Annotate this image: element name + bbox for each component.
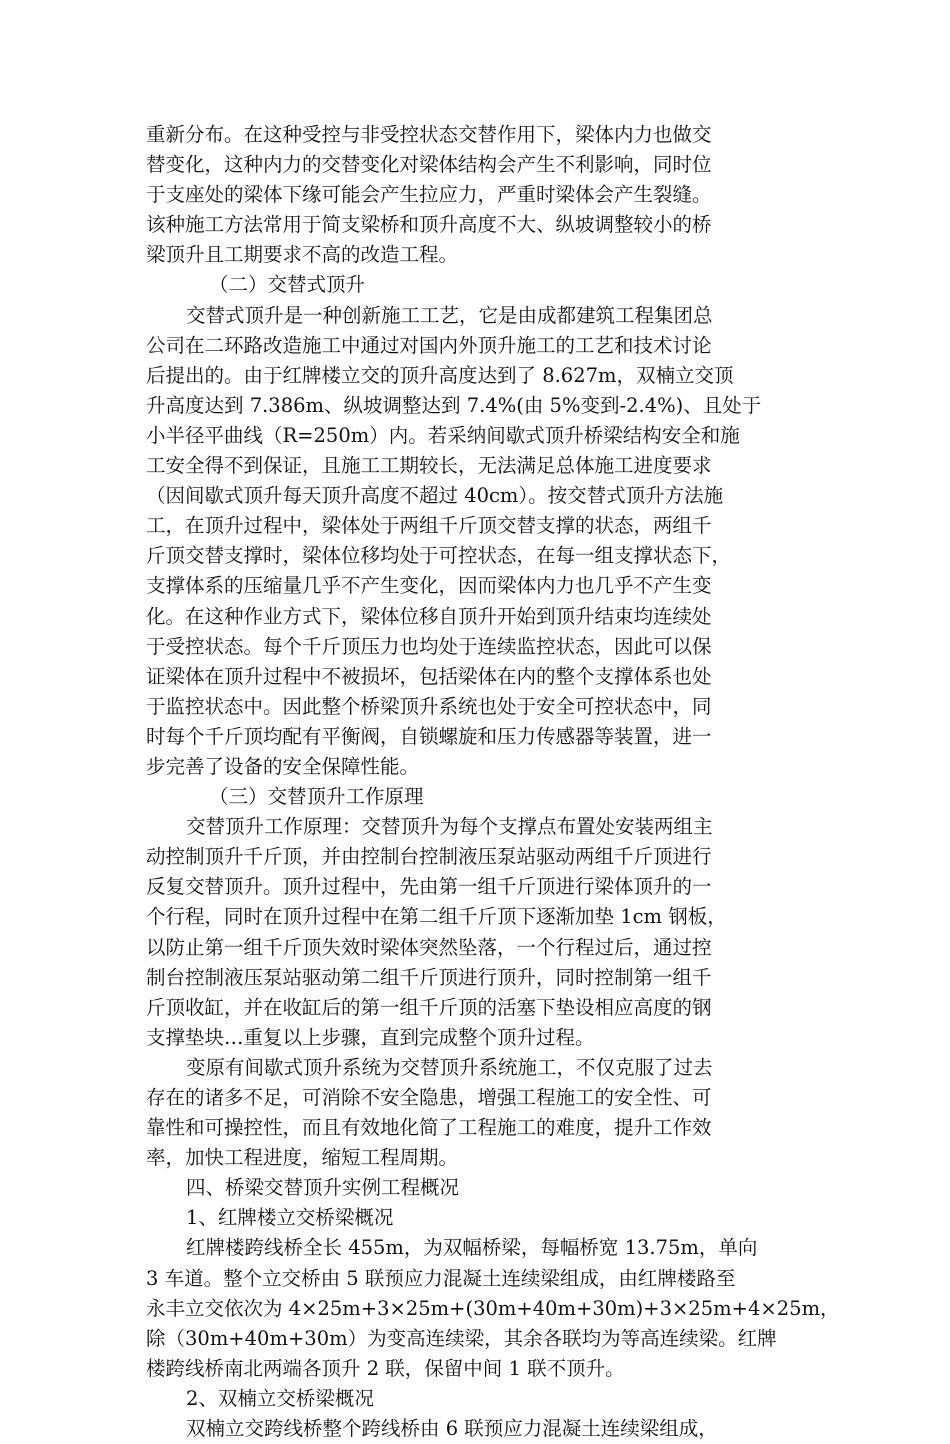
text-line: 靠性和可操控性，而且有效地化简了工程施工的难度，提升工作效	[146, 1116, 712, 1140]
text-line: 升高度达到 7.386m、纵坡调整达到 7.4%(由 5%变到-2.4%)、且处于	[146, 393, 762, 417]
text-line: 梁顶升且工期要求不高的改造工程。	[146, 243, 459, 267]
text-line: 于受控状态。每个千斤顶压力也均处于连续监控状态，因此可以保	[146, 634, 712, 658]
text-line: 重新分布。在这种受控与非受控状态交替作用下，梁体内力也做交	[146, 123, 712, 146]
text-line: 3 车道。整个立交桥由 5 联预应力混凝土连续梁组成，由红牌楼路至	[146, 1266, 736, 1290]
text-line: 证梁体在顶升过程中不被损坏，包括梁体在内的整个支撑体系也处	[146, 664, 712, 688]
text-line: 个行程，同时在顶升过程中在第二组千斤顶下逐渐加垫 1cm 钢板，	[146, 905, 727, 929]
text-line: 楼跨线桥南北两端各顶升 2 联，保留中间 1 联不顶升。	[146, 1356, 625, 1380]
text-line: 化。在这种作业方式下，梁体位移自顶升开始到顶升结束均连续处	[146, 604, 712, 628]
text-line: 以防止第一组千斤顶失效时梁体突然坠落，一个行程过后，通过控	[146, 935, 712, 959]
text-line: 时每个千斤顶均配有平衡阀，自锁螺旋和压力传感器等装置，进一	[146, 724, 712, 748]
text-line: 交替顶升工作原理：交替顶升为每个支撑点布置处安装两组主	[186, 815, 713, 839]
text-line: 小半径平曲线（R=250m）内。若采纳间歇式顶升桥梁结构安全和施	[146, 423, 740, 447]
text-line: 替变化，这种内力的交替变化对梁体结构会产生不利影响，同时位	[146, 153, 712, 177]
text-line: 红牌楼跨线桥全长 455m，为双幅桥梁，每幅桥宽 13.75m，单向	[186, 1236, 758, 1260]
text-line: 四、桥梁交替顶升实例工程概况	[186, 1176, 460, 1200]
text-line: 反复交替顶升。顶升过程中，先由第一组千斤顶进行梁体顶升的一	[146, 875, 712, 899]
text-line: 永丰立交依次为 4×25m+3×25m+(30m+40m+30m)+3×25m+4×25m，	[146, 1296, 840, 1320]
text-line: 于监控状态中。因此整个桥梁顶升系统也处于安全可控状态中，同	[146, 694, 712, 718]
text-line: 公司在二环路改造施工中通过对国内外顶升施工的工艺和技术讨论	[146, 333, 712, 357]
text-line: 后提出的。由于红牌楼立交的顶升高度达到了 8.627m，双楠立交顶	[146, 363, 734, 387]
text-line: （三）交替顶升工作原理	[209, 785, 424, 809]
text-line: 工，在顶升过程中，梁体处于两组千斤顶交替支撑的状态，两组千	[146, 514, 712, 538]
text-line: 步完善了设备的安全保障性能。	[146, 754, 420, 778]
text-line: 斤顶收缸，并在收缸后的第一组千斤顶的活塞下垫设相应高度的钢	[146, 995, 712, 1019]
text-line: （因间歇式顶升每天顶升高度不超过 40cm）。按交替式顶升方法施	[146, 484, 724, 508]
text-line: 支撑体系的压缩量几乎不产生变化，因而梁体内力也几乎不产生变	[146, 574, 712, 598]
text-line: 于支座处的梁体下缘可能会产生拉应力，严重时梁体会产生裂缝。	[146, 183, 712, 207]
text-line: 率，加快工程进度，缩短工程周期。	[146, 1146, 459, 1170]
text-line: 除（30m+40m+30m）为变高连续梁，其余各联均为等高连续梁。红牌	[146, 1326, 777, 1350]
text-line: 制台控制液压泵站驱动第二组千斤顶进行顶升，同时控制第一组千	[146, 965, 712, 989]
text-line: （二）交替式顶升	[209, 273, 366, 297]
text-line: 工安全得不到保证，且施工工期较长，无法满足总体施工进度要求	[146, 454, 712, 478]
text-line: 1、红牌楼立交桥梁概况	[186, 1206, 394, 1230]
text-line: 双楠立交跨线桥整个跨线桥由 6 联预应力混凝土连续梁组成，	[186, 1417, 718, 1441]
text-line: 2、双楠立交桥梁概况	[186, 1386, 374, 1410]
text-line: 斤顶交替支撑时，梁体位移均处于可控状态，在每一组支撑状态下，	[146, 544, 732, 568]
text-line: 动控制顶升千斤顶，并由控制台控制液压泵站驱动两组千斤顶进行	[146, 845, 712, 869]
text-line: 该种施工方法常用于简支梁桥和顶升高度不大、纵坡调整较小的桥	[146, 213, 712, 237]
text-line: 变原有间歇式顶升系统为交替顶升系统施工，不仅克服了过去	[186, 1055, 713, 1079]
text-line: 交替式顶升是一种创新施工工艺，它是由成都建筑工程集团总	[186, 303, 713, 327]
document-body	[146, 120, 840, 1444]
text-line: 存在的诸多不足，可消除不安全隐患，增强工程施工的安全性、可	[146, 1086, 712, 1109]
text-line: 支撑垫块…重复以上步骤，直到完成整个顶升过程。	[146, 1025, 595, 1049]
